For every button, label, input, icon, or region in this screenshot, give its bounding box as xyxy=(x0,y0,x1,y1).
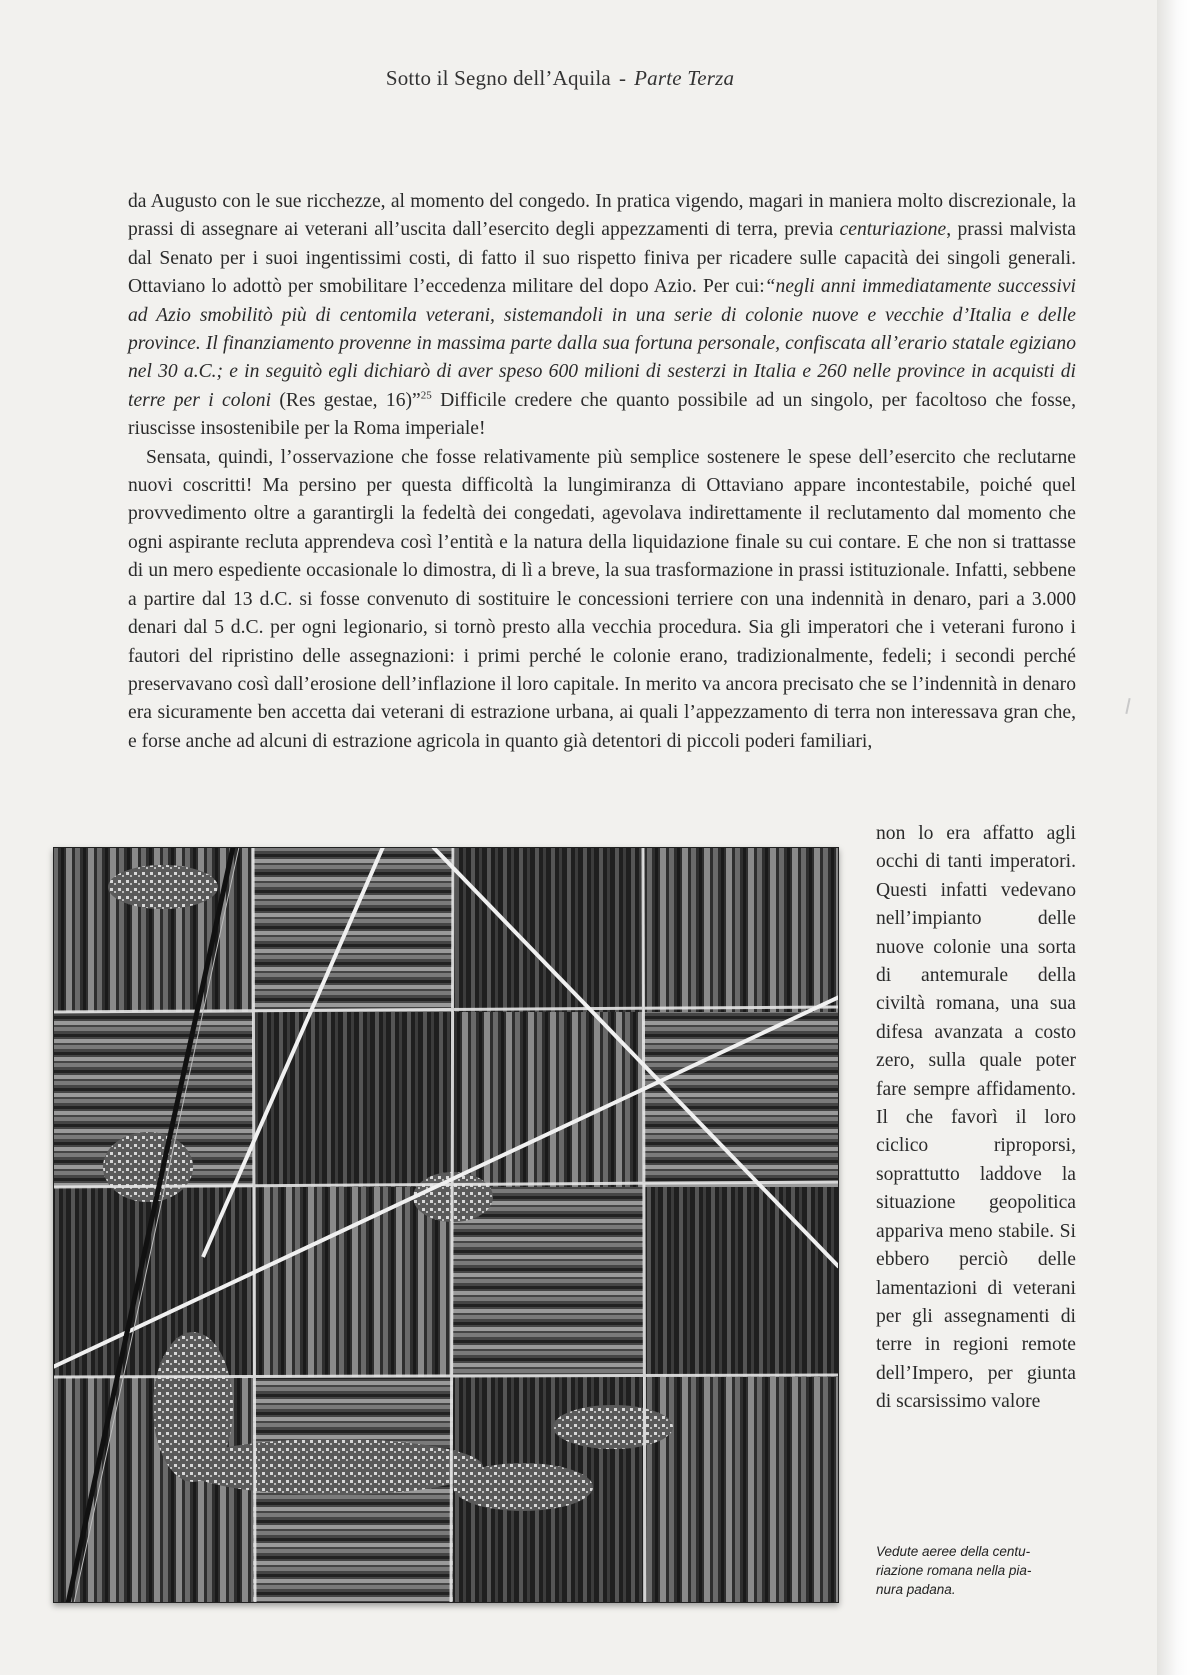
p1-source: (Res gestae, 16)” xyxy=(271,389,421,411)
running-head xyxy=(0,66,1120,91)
p1-intro: da Augusto con le sue ricchezze, al momento del congedo. In pratica vigendo, magari in maniera molto discrezionale, la prassi di assegnare ai veterani all’uscita dall’esercito degli appezzamenti di terra, previa xyxy=(128,191,1076,241)
scan-speck xyxy=(1125,698,1130,714)
page-edge xyxy=(1157,0,1191,1675)
side-column-text: non lo era affatto agli occhi di tanti imperatori. Questi infatti vedevano nell’impianto delle nuove colonie una sorta di antemurale della civiltà romana, una sua difesa avanzata a costo zero, sulla quale poter fare sempre affidamento. Il che favorì il loro ciclico riproporsi, soprattutto laddove la situazione geopolitica appariva meno stabile. Si ebbero perciò delle lamentazioni di veterani per gli assegnamenti di terre in regioni remote dell’Impero, per giunta di scarsissimo valore xyxy=(876,823,1076,1413)
caption-line: riazione romana nella pia- xyxy=(876,1563,1032,1578)
p1-middle: , prassi malvista dal Senato per i suoi ingentissimi costi, di fatto il suo rispetto finiva per ricadere sulle capacità dei singoli generali. Ottaviano lo adottò per smobilitare l’eccedenza militare del dopo Azio. Per cui: xyxy=(128,219,1076,298)
p1-term: centuriazione xyxy=(839,219,947,241)
aerial-photo xyxy=(53,847,839,1603)
footnote-ref[interactable]: 25 xyxy=(420,389,432,402)
part-title: Parte Terza xyxy=(634,66,735,90)
caption-line: Vedute aeree della centu- xyxy=(876,1544,1031,1559)
figure-caption xyxy=(876,1542,1056,1599)
paragraph-2: Sensata, quindi, l’osservazione che fosse relativamente più semplice sostenere le spese dell’esercito che reclutarne nuovi coscritti! Ma persino per questa difficoltà la lungimiranza di Ottaviano appare incontestabile, poiché quel provvedimento oltre a garantirgli la fedeltà dei congedati, agevolava indirettamente il reclutamento dal momento che ogni aspirante recluta apprendeva così l’entità e la natura della liquidazione finale su cui contare. E che non si trattasse di un mero espediente occasionale lo dimostra, di lì a breve, la sua trasformazione in prassi istituzionale. Infatti, sebbene a partire dal 13 d.C. si fosse convenuto di sostituire le concessioni terriere con una indennità in denaro, pari a 3.000 denari dal 5 d.C. per ogni legionario, si tornò presto alla vecchia procedura. Sia gli imperatori che i veterani furono i fautori del ripristino delle assegnazioni: i primi perché le colonie erano, tradizionalmente, fedeli; i secondi perché preservavano così dall’erosione dell’inflazione il loro capitale. In merito va ancora precisato che se l’indennità in denaro era sicuramente ben accetta dai veterani di estrazione urbana, ai quali l’appezzamento di terra non interessava gran che, e forse anche ad alcuni di estrazione agricola in quanto già detentori di piccoli poderi familiari, xyxy=(128,446,1076,752)
body-text xyxy=(128,188,1076,756)
p1-quote: “negli anni immediatamente successivi ad Azio smobilitò più di centomila veterani, sistemandoli in una serie di colonie nuove e vecchie d’Italia e delle province. Il finanziamento provenne in massima parte dalla sua fortuna personale, confiscata all’erario statale egiziano nel 30 a.C.; e in seguitò egli dichiarò di aver speso 600 milioni di sesterzi in Italia e 260 nelle province in acquisti di terre per i coloni xyxy=(128,276,1076,411)
p1-outro: Difficile credere che quanto possibile ad un singolo, per facoltoso che fosse, riuscisse insostenibile per la Roma imperiale! xyxy=(128,389,1076,440)
paragraph-1 xyxy=(128,188,1076,444)
header-separator: - xyxy=(618,66,627,90)
book-title: Sotto il Segno dell’Aquila xyxy=(385,66,611,90)
caption-line: nura padana. xyxy=(876,1582,956,1597)
